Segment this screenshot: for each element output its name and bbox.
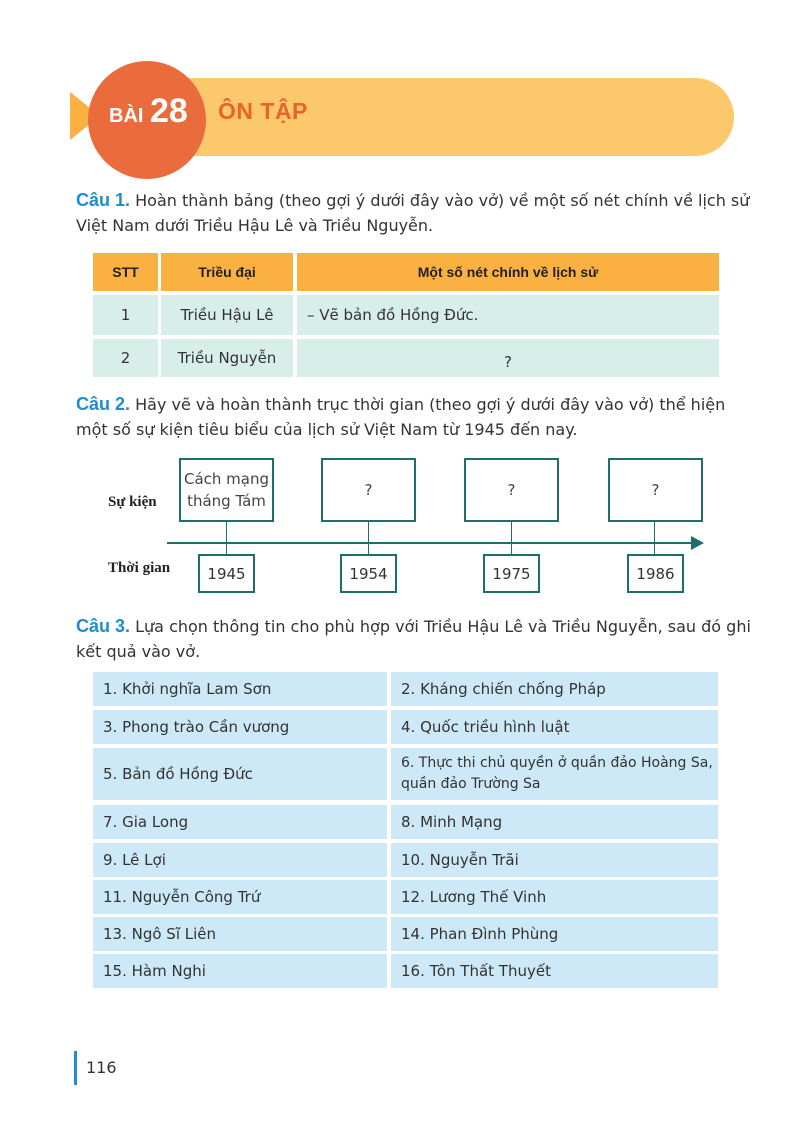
page-number-bar [74,1051,77,1085]
list-item: 8. Minh Mạng [391,805,718,839]
timeline-tick [654,522,655,554]
timeline-year-box: 1945 [198,554,255,593]
table-header-dynasty: Triều đại [161,253,293,291]
timeline-arrow-icon [691,536,704,550]
question-1-label: Câu 1. [76,190,131,210]
timeline-row-label-event: Sự kiện [108,494,157,510]
question-3 [76,614,756,664]
timeline-event-box: ? [608,458,703,522]
list-item: 3. Phong trào Cần vương [93,710,387,744]
timeline-tick [226,522,227,554]
question-2-label: Câu 2. [76,394,131,414]
timeline-event-box: Cách mạng tháng Tám [179,458,274,522]
list-item: 11. Nguyễn Công Trứ [93,880,387,914]
timeline-row-label-time: Thời gian [108,560,171,576]
table-cell-stt: 2 [93,339,158,377]
lesson-word: BÀI [109,105,144,127]
table-cell-stt: 1 [93,295,158,335]
lesson-title: ÔN TẬP [218,98,308,124]
table-cell-dynasty: Triều Hậu Lê [161,295,293,335]
list-item: 7. Gia Long [93,805,387,839]
lesson-badge [88,61,206,179]
question-2 [76,392,756,442]
list-item: 16. Tôn Thất Thuyết [391,954,718,988]
list-item: 12. Lương Thế Vinh [391,880,718,914]
timeline-event-box: ? [321,458,416,522]
timeline-year-box: 1954 [340,554,397,593]
timeline-axis [167,542,693,544]
table-cell-dynasty: Triều Nguyễn [161,339,293,377]
question-3-text: Lựa chọn thông tin cho phù hợp với Triều Hậu Lê và Triều Nguyễn, sau đó ghi kết quả vào vở. [76,617,751,661]
list-item: 10. Nguyễn Trãi [391,843,718,877]
timeline-tick [368,522,369,554]
list-item: 13. Ngô Sĩ Liên [93,917,387,951]
list-item: 14. Phan Đình Phùng [391,917,718,951]
timeline-tick [511,522,512,554]
question-3-label: Câu 3. [76,616,131,636]
page-number: 116 [86,1058,117,1077]
question-1-text: Hoàn thành bảng (theo gợi ý dưới đây vào vở) về một số nét chính về lịch sử Việt Nam dưới Triều Hậu Lê và Triều Nguyễn. [76,191,750,235]
timeline-year-box: 1986 [627,554,684,593]
question-2-text: Hãy vẽ và hoàn thành trục thời gian (theo gợi ý dưới đây vào vở) thể hiện một số sự kiện tiêu biểu của lịch sử Việt Nam từ 1945 đến nay. [76,395,726,439]
list-item: 9. Lê Lợi [93,843,387,877]
list-item: 5. Bản đồ Hồng Đức [93,748,387,800]
question-1 [76,188,756,238]
table-header-features: Một số nét chính về lịch sử [297,253,719,291]
list-item: 15. Hàm Nghi [93,954,387,988]
timeline-event-box: ? [464,458,559,522]
lesson-number: 28 [150,92,188,130]
list-item: 2. Kháng chiến chống Pháp [391,672,718,706]
list-item: 4. Quốc triều hình luật [391,710,718,744]
table-cell-features: – Vẽ bản đồ Hồng Đức. [297,295,719,335]
timeline-year-box: 1975 [483,554,540,593]
list-item: 1. Khởi nghĩa Lam Sơn [93,672,387,706]
list-item: 6. Thực thi chủ quyền ở quần đảo Hoàng Sa, quần đảo Trường Sa [391,748,718,800]
table-cell-features: ? [297,339,719,377]
table-header-stt: STT [93,253,158,291]
